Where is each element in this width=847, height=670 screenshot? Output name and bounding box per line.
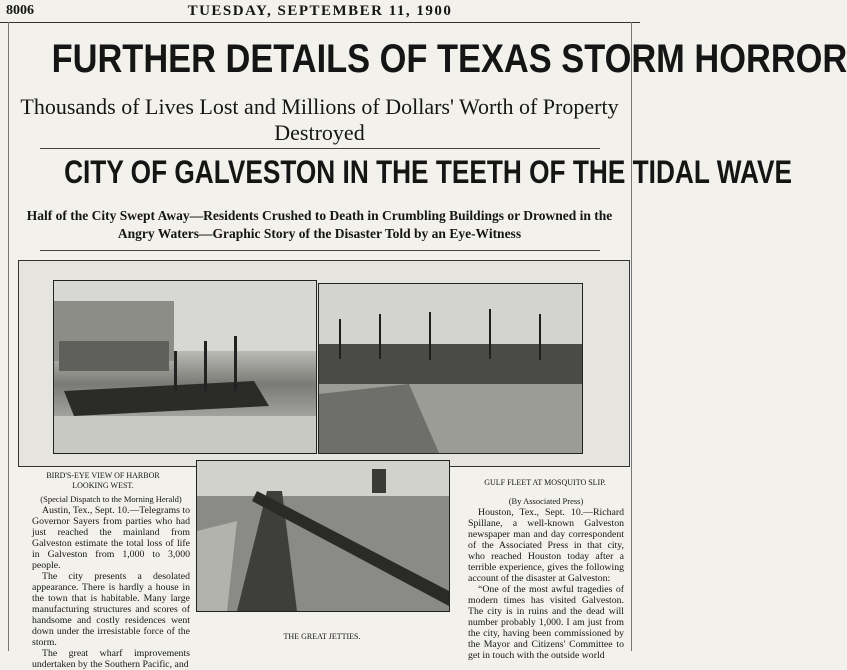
- harbor-photo: [53, 280, 317, 454]
- headline-deck-1: Thousands of Lives Lost and Millions of Dollars' Worth of Property Destroyed: [20, 94, 619, 145]
- divider-rule: [40, 148, 600, 149]
- main-headline: FURTHER DETAILS OF TEXAS STORM HORROR: [51, 37, 847, 81]
- left-article-paragraph: Austin, Tex., Sept. 10.—Telegrams to Governor Sayers from parties who had just reached the mainland from Galveston estimate the total loss of life in Galveston from 1,000 to 3,000 people.: [32, 505, 190, 571]
- jetties-photo: [196, 460, 450, 612]
- right-article-paragraph: Houston, Tex., Sept. 10.—Richard Spillane, a well-known Galveston newspaper man and day correspondent of the Associated Press in that city, who reached Houston today after a terrible experience, gives the following account of the disaster at Galveston:: [468, 507, 624, 584]
- right-article-paragraph: “One of the most awful tragedies of modern times has visited Galveston. The city is in ruins and the dead will number probably 1,000. I am just from the city, having been commissioned by the Mayor and Citizens' Committee to get in touch with the outside world: [468, 584, 624, 661]
- right-article-credit: (By Associated Press): [508, 496, 584, 506]
- jetties-photo-illustration: [197, 461, 449, 611]
- harbor-photo-illustration: [54, 281, 316, 453]
- harbor-caption: BIRD'S-EYE VIEW OF HARBOR LOOKING WEST.: [46, 471, 160, 490]
- secondary-headline: CITY OF GALVESTON IN THE TEETH OF THE TIDAL WAVE: [64, 154, 793, 190]
- left-article-credit: (Special Dispatch to the Morning Herald): [40, 494, 182, 504]
- right-gutter-column: [631, 22, 641, 651]
- left-article-paragraph: The great wharf improvements undertaken by the Southern Pacific, and: [32, 648, 190, 670]
- fleet-photo-illustration: [319, 284, 582, 453]
- fleet-caption: GULF FLEET AT MOSQUITO SLIP.: [484, 478, 606, 487]
- left-article-paragraph: The city presents a desolated appearance. There is hardly a house in the town that is habitable. Many large manufacturing structures and scores of handsome and costly residences went down under the irresistable force of the storm.: [32, 571, 190, 648]
- left-article-column: [32, 494, 190, 670]
- page-number: 8006: [6, 3, 34, 18]
- dateline: TUESDAY, SEPTEMBER 11, 1900: [187, 3, 453, 19]
- headline-deck-2: Half of the City Swept Away—Residents Crushed to Death in Crumbling Buildings or Drowned in the Angry Waters—Graphic Story of the Disaster Told by an Eye-Witness: [26, 208, 613, 241]
- right-article-column: [468, 496, 624, 661]
- divider-rule: [40, 250, 600, 251]
- jetties-caption: THE GREAT JETTIES.: [283, 632, 361, 641]
- fleet-photo: [318, 283, 583, 454]
